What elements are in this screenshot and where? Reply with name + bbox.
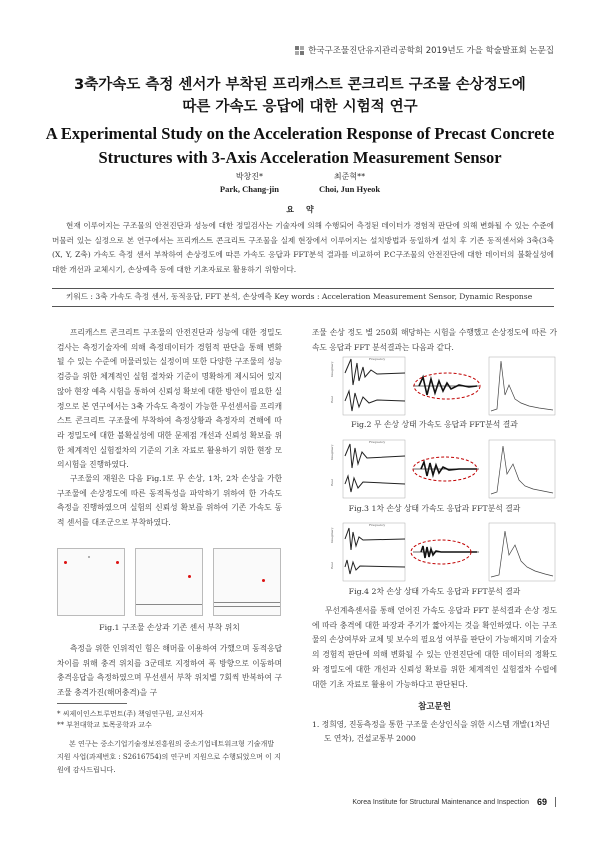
left-column-specimen bbox=[57, 472, 282, 531]
left-column-method bbox=[57, 642, 282, 701]
fig3-axis-label: Imaginary bbox=[330, 444, 334, 460]
fft-plot bbox=[489, 523, 555, 581]
korean-title-line2: 따른 가속도 응답에 대한 시험적 연구 bbox=[182, 99, 418, 115]
fig4-axis-label: Imaginary bbox=[330, 527, 334, 543]
sensor-marker bbox=[262, 579, 265, 582]
english-title bbox=[0, 122, 600, 170]
damage-line bbox=[214, 606, 280, 607]
author-1 bbox=[220, 171, 279, 195]
abstract-body: 현재 이루어지는 구조물의 안전진단과 성능에 대한 정밀검사는 기술자에 의해 수행되어 측정된 데이터가 경험적 판단에 의해 변화될 수 있는 수준에 머물러 있는 실정으로 본 연구에서는 프리캐스트 콘크리트 구조물을 실제 현장에서 이루어지는 설치방법과 동일하게 설치 후 기존 동적센서와 3축(3축(X, Y, Z축) 가속도 측정 센서 부착하여 손상정도에 따른 가속도 응답과 FFT분석 결과를 비교하여 P.C구조물의 안전진단에 대한 데이터의 불확실성에 대한 개선과 교체시기, 손상예측 등에 대한 기초자료로 활용하기 위함이다. bbox=[52, 221, 554, 274]
fig2-axis-label: Real bbox=[330, 396, 334, 403]
fig3-axis-label: Frequency bbox=[369, 440, 386, 444]
fft-plot bbox=[489, 357, 555, 415]
reference-1: 1. 정희영, 진동측정을 통한 구조물 손상인식을 위한 시스템 개발(1차년도 연차), 건설교통부 2000 bbox=[312, 720, 550, 743]
time-response-plot bbox=[330, 523, 405, 581]
references-heading: 참고문헌 bbox=[418, 702, 451, 712]
damage-line bbox=[136, 604, 202, 605]
fig2-axis-label: Imaginary bbox=[330, 361, 334, 377]
specimen-paragraph: 구조물의 재원은 다음 Fig.1로 무 손상, 1차, 2차 손상을 가한 구조물에 손상정도에 따른 동적특성을 파악하기 위하여 한 가속도 측정을 진행하였으며 실험의 신뢰성 확보를 위하여 기존 가속도 동적 센서를 대조군으로 부착하였다. bbox=[57, 474, 282, 528]
author-list bbox=[0, 171, 600, 195]
time-response-plot bbox=[330, 440, 405, 498]
figure-3 bbox=[329, 438, 557, 500]
intro-paragraph: 프리캐스트 콘크리트 구조물의 안전진단과 성능에 대한 정밀도 검사는 측정기술자에 의해 측정데이터가 경험적 판단을 통해 변화될 수 있는 수준에 머물러있는 실정이며 또한 다양한 구조물의 성능 검증을 위한 체계적인 실험 절차와 기준이 명확하게 제시되어 있지 않아 현장 예측 시험을 통하여 신뢰성 확보에 대한 방안이 필요한 실정으로 본 연구에서는 3축 가속도 측정이 가능한 무선센서를 프리캐스트 콘크리트 구조물에 부착하여 측정상황과 측정자의 견해에 따라 정밀도에 대한 불확실성에 대한 문제점 개선과 신뢰성 확보를 위한 체계적인 실험절차의 기준의 기초 자료로 활용하기 위한 현장 모의시험을 진행하였다. bbox=[57, 328, 282, 470]
right-column-intro bbox=[312, 326, 557, 355]
page-footer bbox=[352, 797, 556, 807]
results-intro: 조물 손상 정도 별 250회 해당하는 시험을 수행했고 손상정도에 따른 가속도 응답과 FFT 분석결과는 다음과 같다. bbox=[312, 328, 557, 352]
header-squares-icon bbox=[295, 46, 304, 55]
damage-line bbox=[214, 602, 280, 603]
running-header bbox=[295, 44, 554, 56]
fig3-axis-label: Real bbox=[330, 479, 334, 486]
right-column-conclusion bbox=[312, 604, 557, 692]
sensor-marker bbox=[188, 575, 191, 578]
figure-4 bbox=[329, 521, 557, 583]
author-2-korean: 최준혁** bbox=[333, 172, 366, 181]
fig3-caption: Fig.3 1차 손상 상태 가속도 응답과 FFT분석 결과 bbox=[348, 504, 521, 513]
footer-divider bbox=[555, 797, 556, 807]
fig4-axis-label: Real bbox=[330, 562, 334, 569]
footnote-1: * 씨제이인스트루먼트(주) 책임연구원, 교신저자 bbox=[57, 710, 204, 718]
author-1-english: Park, Chang-jin bbox=[219, 184, 279, 194]
keywords: 키워드 : 3축 가속도 측정 센서, 동적응답, FFT 분석, 손상예측 Key words : Acceleration Measurement Sensor, Dynamic Response bbox=[66, 292, 533, 301]
zoomed-response-plot bbox=[413, 373, 480, 399]
sensor-marker bbox=[64, 561, 67, 564]
left-column-intro bbox=[57, 326, 282, 473]
fig2-axis-label: Frequency bbox=[369, 357, 386, 361]
time-response-plot bbox=[330, 357, 405, 415]
fft-plot bbox=[489, 440, 555, 498]
english-title-line2: Structures with 3-Axis Acceleration Measurement Sensor bbox=[98, 148, 502, 167]
mark bbox=[88, 556, 90, 558]
method-paragraph: 측정을 위한 인위적인 힘은 해머를 이용하여 가했으며 동적응답 차이를 위해 충격 위치를 3군데로 지정하여 폭 방향으로 이동하며 충격응답을 측정하였으며 무선센서 부착 위치별 7회씩 반복하여 구조물 충격가진(해머충격)을 구 bbox=[57, 644, 282, 698]
korean-title-line1: 3축가속도 측정 센서가 부착된 프리캐스트 콘크리트 구조물 손상정도에 bbox=[74, 77, 526, 93]
zoomed-response-plot bbox=[411, 540, 479, 564]
author-2 bbox=[319, 171, 380, 195]
author-2-english: Choi, Jun Hyeok bbox=[318, 184, 381, 194]
abstract-heading: 요약 bbox=[286, 205, 326, 214]
footnote-rule bbox=[57, 703, 127, 704]
fig4-caption: Fig.4 2차 손상 상태 가속도 응답과 FFT분석 결과 bbox=[348, 587, 521, 596]
sensor-marker bbox=[116, 561, 119, 564]
zoomed-response-plot bbox=[413, 457, 479, 481]
figure-2 bbox=[329, 355, 557, 417]
fig1-caption: Fig.1 구조물 손상과 기존 센서 부착 위치 bbox=[99, 623, 240, 632]
fig4-axis-label: Frequency bbox=[369, 523, 386, 527]
english-title-line1: A Experimental Study on the Acceleration Response of Precast Concrete bbox=[45, 124, 555, 143]
fig1-panel-damage2 bbox=[213, 548, 281, 616]
header-text: 한국구조물진단유지관리공학회 2019년도 가을 학술발표회 논문집 bbox=[308, 46, 554, 56]
page-number: 69 bbox=[536, 797, 547, 807]
footnote-2: ** 부천대학교 토목공학과 교수 bbox=[57, 721, 152, 729]
footer-institute: Korea Institute for Structural Maintenance and Inspection bbox=[352, 798, 529, 806]
keywords-top-rule bbox=[52, 288, 554, 289]
author-1-korean: 박창진* bbox=[235, 172, 263, 181]
fig2-caption: Fig.2 무 손상 상태 가속도 응답과 FFT분석 결과 bbox=[351, 420, 518, 429]
figure-1 bbox=[57, 548, 282, 616]
keywords-bottom-rule bbox=[52, 306, 554, 307]
fig1-panel-damage1 bbox=[135, 548, 203, 616]
conclusion-paragraph: 무선계측센서를 통해 얻어진 가속도 응답과 FFT 분석결과 손상 정도에 따라 충격에 대한 파장과 주기가 짧아지는 것을 확인하였다. 이는 구조물의 손상여부와 교체 및 보수의 필요성 여부를 판단이 가능해지며 기술자의 경험적 판단에 의해 변화될 수 있는 안전진단에 대한 데이터의 정확도와 정밀도에 대한 개선과 신뢰성 확보를 위한 체계적인 실험절차 수립에 대한 기초 자료로 활용이 가능하다고 판단된다. bbox=[312, 606, 557, 689]
korean-title bbox=[0, 74, 600, 118]
acknowledgement: 본 연구는 중소기업기술정보진흥원의 중소기업네트워크형 기술개발 지원 사업(과제번호 : S2616754)의 연구비 지원으로 수행되었으며 이 지원에 감사드립니다. bbox=[57, 740, 281, 774]
fig1-panel-undamaged bbox=[57, 548, 125, 616]
